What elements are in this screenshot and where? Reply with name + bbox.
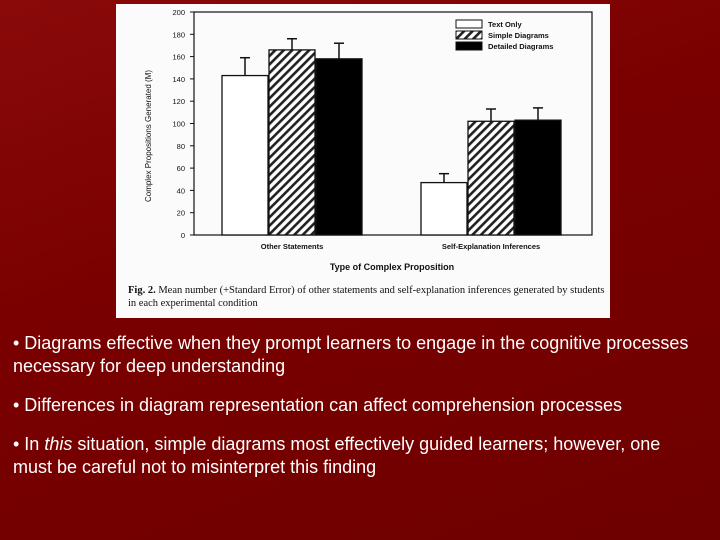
figure-caption: [128, 284, 608, 310]
bar: [269, 50, 315, 235]
bar: [421, 183, 467, 235]
bar: [515, 120, 561, 235]
y-tick-label: 120: [172, 97, 185, 107]
caption-text: Mean number (+Standard Error) of other statements and self-explanation inferences generated by students in each experimental condition: [128, 285, 605, 309]
x-tick-label: Self-Explanation Inferences: [441, 242, 541, 251]
bullet-representation-differences: • Differences in diagram representation can affect comprehension processes: [13, 395, 622, 415]
y-tick-label: 20: [176, 208, 185, 218]
bar: [222, 76, 268, 235]
legend-swatch: [456, 42, 482, 50]
y-tick-label: 80: [176, 141, 185, 151]
legend-label: Text Only: [488, 20, 522, 29]
y-tick-label: 40: [176, 186, 185, 196]
caption-label: Fig. 2.: [128, 285, 156, 296]
y-tick-label: 160: [172, 52, 185, 62]
bullet-situation-note: [13, 433, 703, 479]
bullet-list: [13, 332, 703, 495]
y-tick-label: 60: [176, 164, 185, 174]
legend-label: Detailed Diagrams: [488, 42, 554, 51]
y-tick-label: 140: [172, 74, 185, 84]
legend-swatch: [456, 31, 482, 39]
y-tick-label: 200: [172, 8, 185, 17]
x-tick-label: Other Statements: [260, 242, 324, 251]
bar-chart: [116, 4, 610, 284]
bar: [468, 121, 514, 235]
y-axis-label: Complex Propositions Generated (M): [144, 69, 153, 203]
legend-swatch: [456, 20, 482, 28]
x-axis-label: Type of Complex Proposition: [329, 262, 455, 272]
bar: [316, 59, 362, 235]
y-tick-label: 180: [172, 30, 185, 40]
bullet-suffix: situation, simple diagrams most effectively guided learners; however, one must be careful not to misinterpret this finding: [13, 434, 661, 477]
bullet-diagrams-effective: • Diagrams effective when they prompt learners to engage in the cognitive processes necessary for deep understanding: [13, 333, 689, 376]
y-tick-label: 100: [172, 119, 185, 129]
figure-panel: [116, 4, 610, 318]
legend-label: Simple Diagrams: [488, 31, 549, 40]
bullet-prefix: • In: [13, 434, 45, 454]
y-tick-label: 0: [180, 231, 185, 240]
bullet-emphasis: this: [44, 434, 73, 454]
